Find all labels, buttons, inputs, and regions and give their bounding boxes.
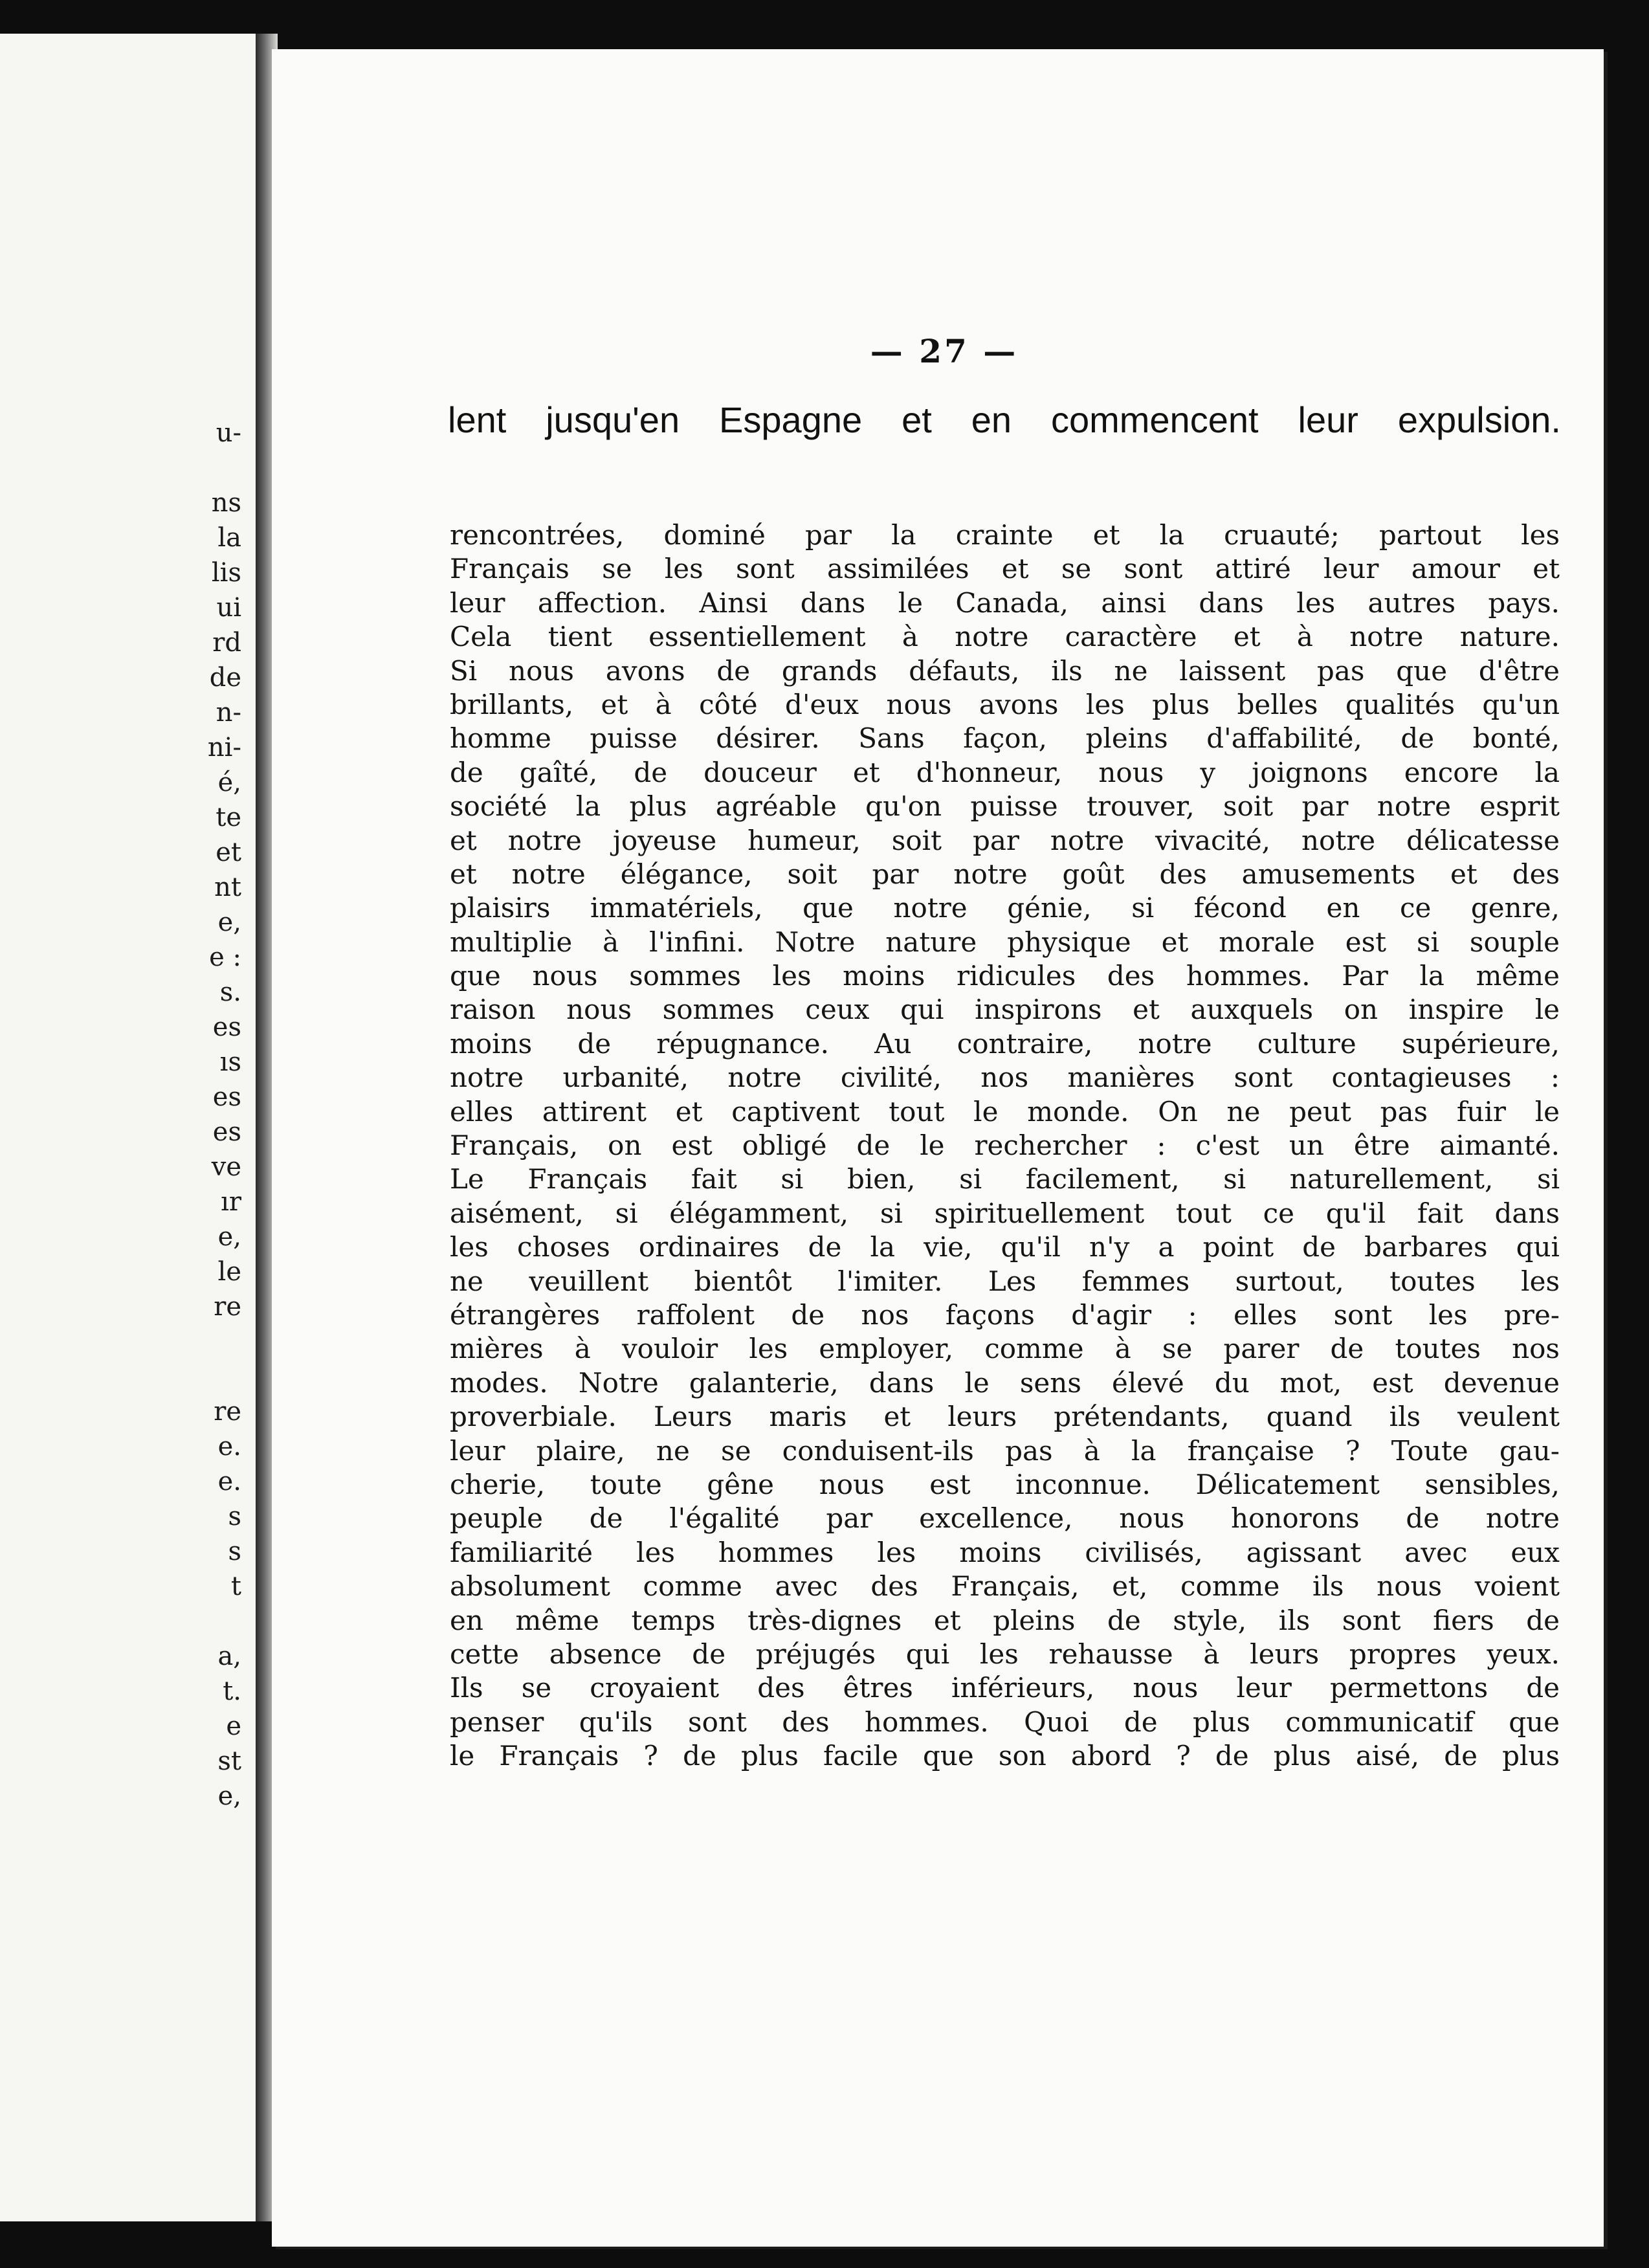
left-fragment: ni- xyxy=(207,733,241,762)
left-fragment: e : xyxy=(209,942,241,972)
text-line: et notre élégance, soit par notre goût des amusements et des xyxy=(450,858,1560,890)
left-fragment: e xyxy=(226,1711,241,1741)
text-line: absolument comme avec des Français, et, comme ils nous voient xyxy=(450,1570,1560,1603)
left-fragment xyxy=(208,1359,241,1394)
left-fragment: s. xyxy=(219,977,241,1007)
left-fragment: t xyxy=(230,1572,241,1601)
text-line: mières à vouloir les employer, comme à se parer de toutes nos xyxy=(450,1333,1560,1365)
text-line: Cela tient essentiellement à notre caractère et à notre nature. xyxy=(450,621,1560,653)
text-line: leur plaire, ne se conduisent-ils pas à la française ? Toute gau- xyxy=(450,1434,1560,1467)
text-line: Ils se croyaient des êtres inférieurs, nous leur permettons de xyxy=(450,1672,1560,1704)
left-fragment: e, xyxy=(217,907,241,937)
left-fragment: s xyxy=(228,1502,241,1531)
text-line: société la plus agréable qu'on puisse trouver, soit par notre esprit xyxy=(450,790,1560,823)
left-fragment: t. xyxy=(223,1676,241,1706)
text-line: cette absence de préjugés qui les rehausse à leurs propres yeux. xyxy=(450,1638,1560,1670)
text-line: les choses ordinaires de la vie, qu'il n'y a point de barbares qui xyxy=(450,1231,1560,1263)
left-facing-page xyxy=(0,34,262,2221)
text-line: Le Français fait si bien, si facilement, si naturellement, si xyxy=(450,1163,1560,1195)
left-fragment xyxy=(208,1604,241,1639)
left-fragment: st xyxy=(217,1746,241,1776)
text-line: Français se les sont assimilées et se sont attiré leur amour et xyxy=(450,553,1560,585)
text-line: rencontrées, dominé par la crainte et la cruauté; partout les xyxy=(450,519,1560,551)
left-fragment: e, xyxy=(217,1781,241,1811)
left-fragment: re xyxy=(214,1397,241,1427)
text-line: en même temps très-dignes et pleins de style, ils sont fiers de xyxy=(450,1604,1560,1636)
text-line: modes. Notre galanterie, dans le sens élevé du mot, est devenue xyxy=(450,1366,1560,1399)
text-line: peuple de l'égalité par excellence, nous honorons de notre xyxy=(450,1502,1560,1535)
text-line: raison nous sommes ceux qui inspirons et auxquels on inspire le xyxy=(450,994,1560,1026)
text-line: penser qu'ils sont des hommes. Quoi de plus communicatif que xyxy=(450,1706,1560,1738)
left-fragment: e. xyxy=(217,1467,241,1496)
left-fragment: es xyxy=(212,1012,241,1042)
text-line: aisément, si élégamment, si spirituellement tout ce qu'il fait dans xyxy=(450,1197,1560,1229)
header-line: lent jusqu'en Espagne et en commencent leur expulsion. xyxy=(448,399,1561,440)
text-line: de gaîté, de douceur et d'honneur, nous y joignons encore la xyxy=(450,756,1560,788)
left-fragment: de xyxy=(209,663,241,693)
left-fragment: s xyxy=(228,1537,241,1566)
left-fragment: ıs xyxy=(219,1047,241,1077)
left-fragment xyxy=(208,450,241,485)
left-fragment xyxy=(208,1324,241,1359)
text-line: leur affection. Ainsi dans le Canada, ainsi dans les autres pays. xyxy=(450,586,1560,619)
text-line: cherie, toute gêne nous est inconnue. Délicatement sensibles, xyxy=(450,1468,1560,1500)
right-page xyxy=(272,49,1604,2247)
text-line: et notre joyeuse humeur, soit par notre vivacité, notre délicatesse xyxy=(450,824,1560,856)
text-line: brillants, et à côté d'eux nous avons les plus belles qualités qu'un xyxy=(450,688,1560,720)
text-line: le Français ? de plus facile que son abord ? de plus aisé, de plus xyxy=(450,1740,1560,1772)
left-fragment: a, xyxy=(217,1641,241,1671)
text-line: notre urbanité, notre civilité, nos manières sont contagieuses : xyxy=(450,1062,1560,1094)
left-fragment: ns xyxy=(211,488,241,518)
text-line: Si nous avons de grands défauts, ils ne laissent pas que d'être xyxy=(450,654,1560,687)
text-line: elles attirent et captivent tout le monde. On ne peut pas fuir le xyxy=(450,1095,1560,1128)
left-fragment: e. xyxy=(217,1432,241,1462)
left-fragment: é, xyxy=(217,768,241,797)
text-line: Français, on est obligé de le rechercher : c'est un être aimanté. xyxy=(450,1129,1560,1162)
left-fragment: e, xyxy=(217,1222,241,1252)
left-fragment: ve xyxy=(211,1152,241,1182)
left-fragment: n- xyxy=(216,698,241,728)
text-line: ne veuillent bientôt l'imiter. Les femmes surtout, toutes les xyxy=(450,1265,1560,1297)
text-line: que nous sommes les moins ridicules des hommes. Par la même xyxy=(450,960,1560,992)
left-fragment: ui xyxy=(216,593,241,623)
left-fragment: et xyxy=(216,838,241,867)
left-fragment: lis xyxy=(211,558,241,588)
page-number: — 27 — xyxy=(870,332,1019,370)
text-line: plaisirs immatériels, que notre génie, si fécond en ce genre, xyxy=(450,892,1560,924)
text-line: moins de répugnance. Au contraire, notre culture supérieure, xyxy=(450,1027,1560,1060)
text-line: multiplie à l'infini. Notre nature physique et morale est si souple xyxy=(450,926,1560,958)
text-line: homme puisse désirer. Sans façon, pleins d'affabilité, de bonté, xyxy=(450,722,1560,755)
left-fragment: re xyxy=(214,1292,241,1322)
left-fragment: ır xyxy=(221,1187,241,1217)
left-fragment: rd xyxy=(212,628,241,658)
text-line: proverbiale. Leurs maris et leurs prétendants, quand ils veulent xyxy=(450,1401,1560,1433)
left-fragment: es xyxy=(212,1082,241,1112)
left-fragment: te xyxy=(216,803,241,832)
text-line: étrangères raffolent de nos façons d'agir : elles sont les pre- xyxy=(450,1298,1560,1331)
left-page-text-fragments xyxy=(208,416,241,1814)
body-text xyxy=(450,518,1560,1773)
left-fragment: le xyxy=(217,1257,241,1287)
left-fragment: u- xyxy=(216,418,241,448)
left-fragment: es xyxy=(212,1117,241,1147)
text-line: familiarité les hommes les moins civilisés, agissant avec eux xyxy=(450,1536,1560,1568)
left-fragment: la xyxy=(217,523,241,553)
left-fragment: nt xyxy=(214,873,241,902)
